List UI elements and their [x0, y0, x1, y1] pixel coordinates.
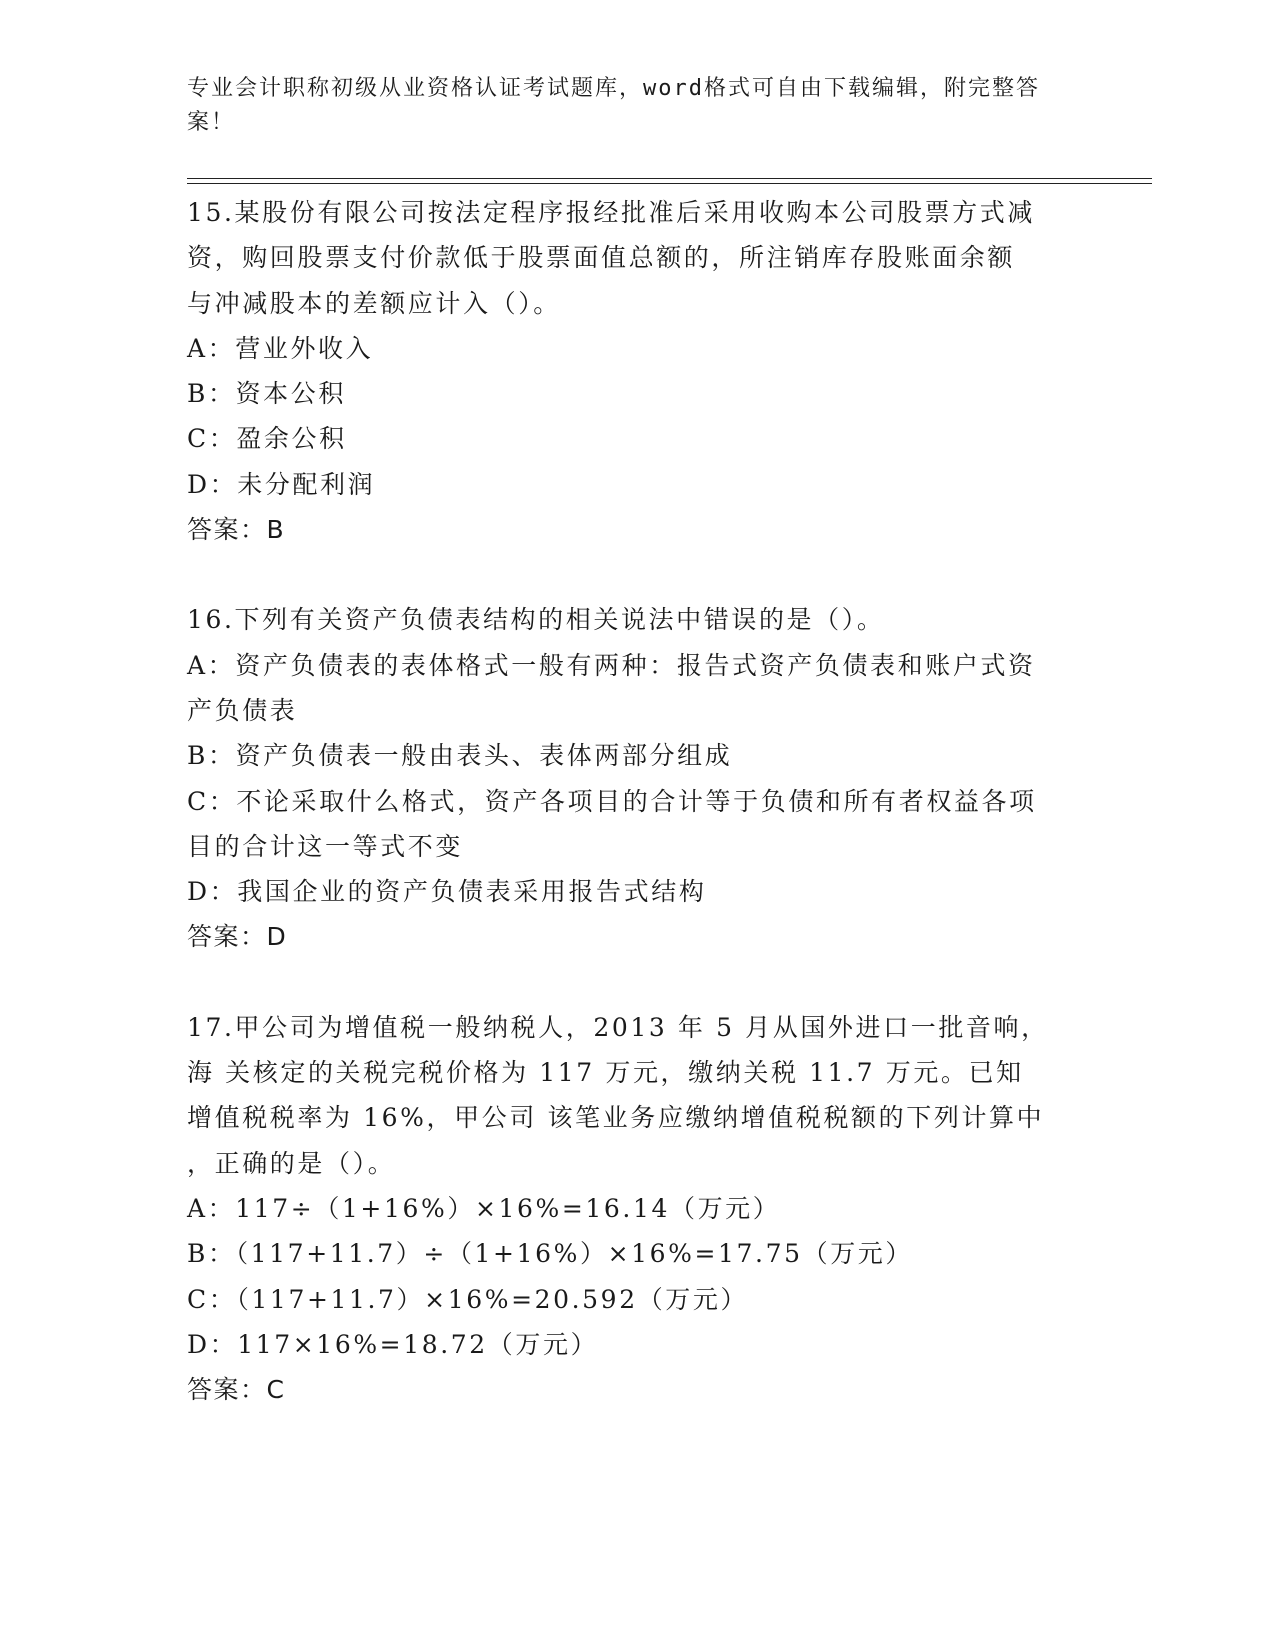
header-line-1: 专业会计职称初级从业资格认证考试题库，word格式可自由下载编辑，附完整答 — [187, 76, 1040, 101]
question-stem-line: 16.下列有关资产负债表结构的相关说法中错误的是（）。 — [187, 605, 885, 635]
option-a: A：营业外收入 — [187, 333, 374, 363]
option-a-continued: 产负债表 — [187, 695, 298, 725]
document-header — [187, 72, 1067, 140]
question-stem-line: 海 关核定的关税完税价格为 117 万元，缴纳关税 11.7 万元。已知 — [187, 1058, 1024, 1088]
question-stem-line: 增值税税率为 16%，甲公司 该笔业务应缴纳增值税税额的下列计算中 — [187, 1103, 1045, 1133]
option-c-continued: 目的合计这一等式不变 — [187, 831, 464, 861]
option-c: C：盈余公积 — [187, 424, 347, 454]
answer-label: 答案：B — [187, 515, 286, 545]
option-a: A：资产负债表的表体格式一般有两种：报告式资产负债表和账户式资 — [187, 650, 1036, 680]
question-list — [187, 190, 1087, 1457]
question-stem-line: 15.某股份有限公司按法定程序报经批准后采用收购本公司股票方式减 — [187, 198, 1035, 227]
header-divider-top — [187, 178, 1152, 179]
header-divider-bottom — [187, 183, 1152, 184]
option-b: B：资产负债表一般由表头、表体两部分组成 — [187, 741, 733, 771]
question-15 — [187, 190, 1087, 552]
answer-label: 答案：D — [187, 922, 288, 952]
option-d: D：未分配利润 — [187, 469, 376, 499]
question-stem-line: ，正确的是（）。 — [187, 1148, 396, 1178]
option-a: A：117÷（1+16%）×16%=16.14（万元） — [187, 1193, 781, 1223]
question-stem-line: 资，购回股票支付价款低于股票面值总额的，所注销库存股账面余额 — [187, 243, 1016, 273]
option-b: B：（117+11.7）÷（1+16%）×16%=17.75（万元） — [187, 1239, 913, 1269]
question-stem-line: 与冲减股本的差额应计入（）。 — [187, 288, 561, 318]
question-16 — [187, 597, 1087, 959]
question-stem-line: 17.甲公司为增值税一般纳税人，2013 年 5 月从国外进口一批音响， — [187, 1012, 1049, 1042]
question-17 — [187, 1005, 1087, 1413]
header-line-2: 案！ — [187, 110, 236, 135]
option-d: D：117×16%=18.72（万元） — [187, 1329, 599, 1359]
answer-label: 答案：C — [187, 1375, 286, 1405]
option-c: C：（117+11.7）×16%=20.592（万元） — [187, 1284, 749, 1314]
option-b: B：资本公积 — [187, 379, 346, 409]
option-d: D：我国企业的资产负债表采用报告式结构 — [187, 877, 707, 907]
option-c: C：不论采取什么格式，资产各项目的合计等于负债和所有者权益各项 — [187, 786, 1037, 816]
